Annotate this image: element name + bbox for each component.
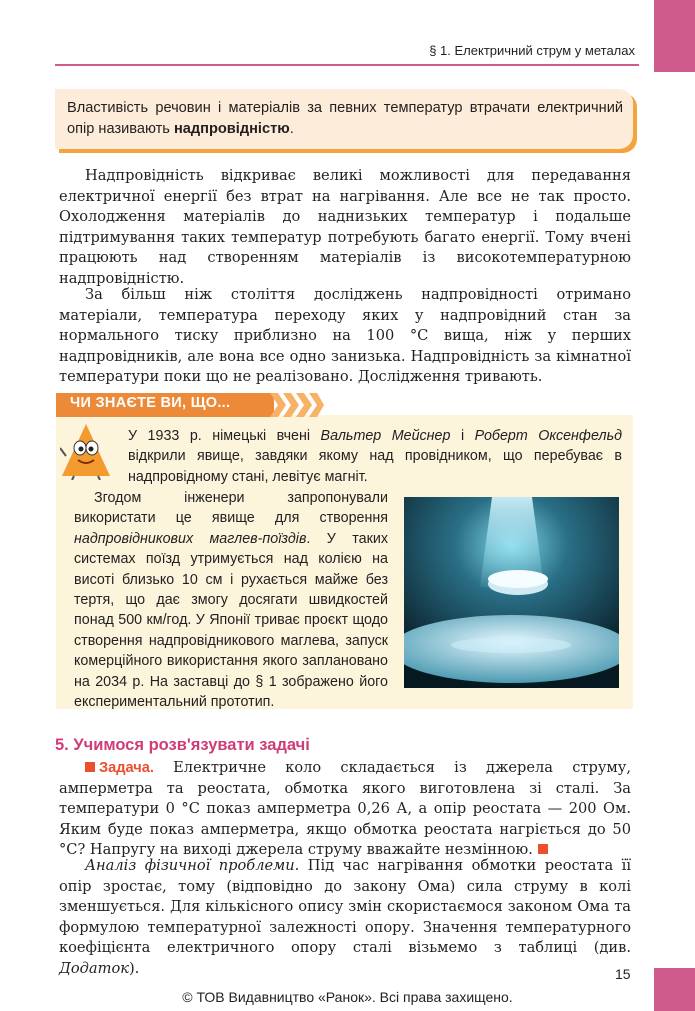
did-you-know-paragraph-1: У 1933 р. німецькі вчені Вальтер Мейснер і Роберт Оксенфельд відкрили явище, завдяки якому над провідником, що перебуває в надпровідному стані, левітує магніт. (128, 428, 622, 485)
analysis-label: Аналіз фізичної проблеми. (85, 857, 300, 874)
definition-term: надпровідністю (173, 121, 290, 137)
task-label: Задача. (99, 760, 154, 776)
paragraph-1: Надпровідність відкриває великі можливості для передавання електричної енергії без втрат на нагрівання. Але все не так просто. Охолодження матеріалів до наднизьких температур і подальше підтримування таких температур потребують багато енергії. Тому вчені працюють над створенням матеріалів із високотемпературною надпровідністю. (59, 167, 631, 287)
analysis-paragraph: Аналіз фізичної проблеми. Під час нагрівання обмотки реостата її опір зростає, тому (відповідно до закону Ома) сила струму в колі зменшується. Для кількісного опису змін скористаємося законом Ома та формулою температурної залежності опору. Значення температурного коефіцієнта електричного опору сталі візьмемо з таблиці (див. Додаток). (59, 857, 631, 977)
header-rule (55, 64, 639, 66)
definition-text: Властивість речовин і матеріалів за певних температур втрачати електричний опір називають надпровідністю. (67, 100, 623, 137)
levitating-magnet-photo (404, 497, 619, 688)
chevrons-icon (270, 393, 324, 417)
task-marker-icon (85, 762, 95, 772)
mascot-icon (60, 422, 112, 480)
page-number: 15 (615, 966, 631, 982)
did-you-know-paragraph-2: Згодом інженери запропонували використати це явище для створення надпровідникових маглев-поїздів. У таких системах поїзд утримується над колією на висоті близько 10 см і рухається майже без тертя, що дає змогу досягати швидкостей понад 500 км/год. У Японії триває проєкт щодо створення надпровідникового маглева, запуск комерційного використання якого заплановано на 2034 р. На заставці до § 1 зображено його експериментальний прототип. (74, 490, 388, 711)
copyright-notice: © ТОВ Видавництво «Ранок». Всі права захищено. (182, 989, 513, 1005)
running-header: § 1. Електричний струм у металах (429, 43, 635, 58)
task-paragraph: Задача. Електричне коло складається із джерела струму, амперметра та реостата, обмотка якого виготовлена зі сталі. За температури 0 °С показ амперметра 0,26 А, а опір реостата — 200 Ом. Яким буде показ амперметра, якщо обмотка реостата нагріється до 50 °С? Напругу на виході джерела струму вважайте незмінною. (59, 759, 631, 859)
paragraph-2: За більш ніж століття досліджень надпровідності отримано матеріали, температура переходу яких у надпровідний стан за нормального тиску приблизно на 100 °С вища, ніж у перших надпровідників, але вона все одно занизька. Надпровідність за кімнатної температури поки що не реалізовано. Дослідження тривають. (59, 286, 631, 386)
did-you-know-title: ЧИ ЗНАЄТЕ ВИ, ЩО... (70, 395, 231, 411)
task-end-marker-icon (538, 844, 548, 854)
section-title: 5. Учимося розв'язувати задачі (55, 736, 310, 754)
page-edge-tab-top (654, 0, 695, 72)
